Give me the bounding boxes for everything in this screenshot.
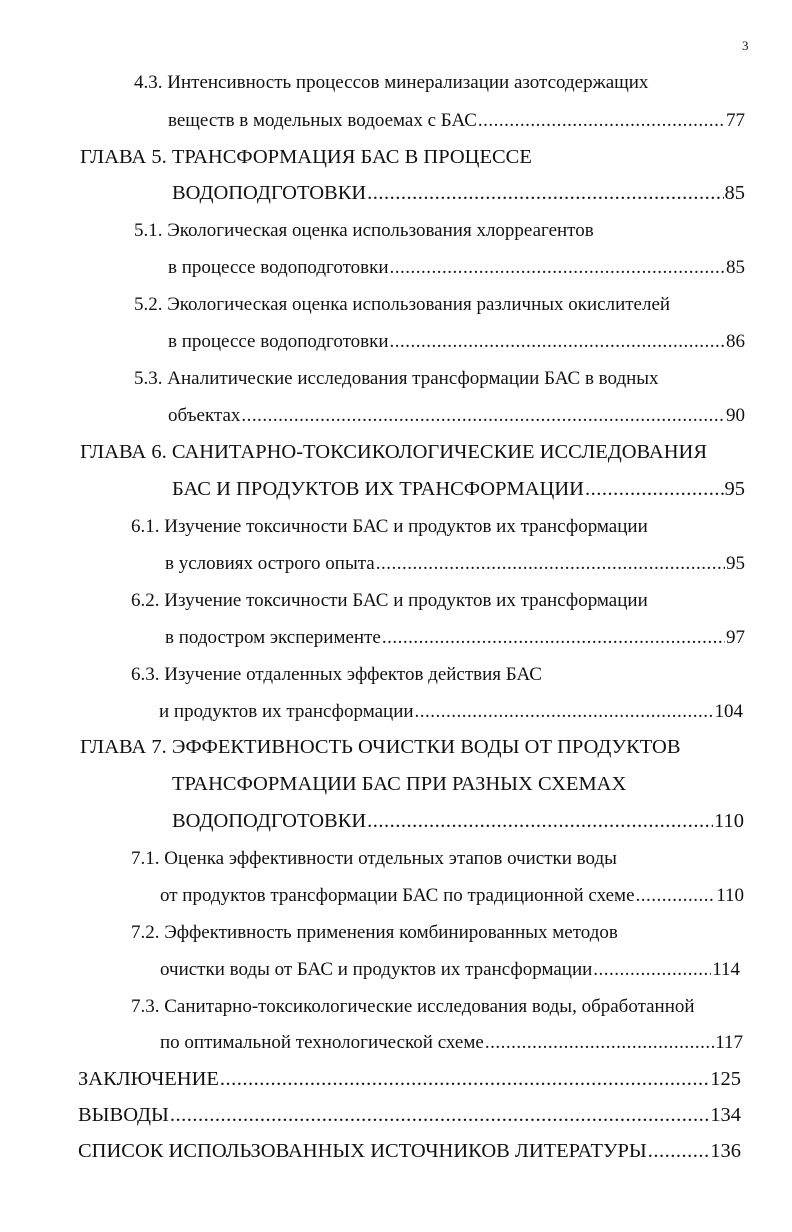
toc-entry-text: 5.2. Экологическая оценка использования различных окислителей: [134, 294, 671, 315]
toc-chapter-title: ТРАНСФОРМАЦИИ БАС ПРИ РАЗНЫХ СХЕМАХ: [172, 773, 627, 795]
toc-leader-dots: [382, 627, 725, 649]
toc-page-number: 134: [710, 1104, 741, 1126]
toc-entry-text: в условиях острого опыта: [165, 553, 375, 574]
toc-entry-text: по оптимальной технологической схеме: [160, 1032, 484, 1053]
toc-leader-dots: [478, 110, 725, 132]
toc-chapter-title: ВОДОПОДГОТОВКИ: [172, 810, 367, 832]
toc-leader-dots: [636, 885, 716, 907]
toc-chapter-title: ГЛАВА 6. САНИТАРНО-ТОКСИКОЛОГИЧЕСКИЕ ИССЛЕДОВАНИЯ: [80, 441, 708, 463]
toc-leader-dots: [415, 701, 714, 723]
toc-leader-dots: [241, 405, 725, 427]
toc-page-number: 77: [726, 110, 745, 131]
toc-entry-text: 6.2. Изучение токсичности БАС и продуктов их трансформации: [131, 590, 648, 611]
toc-entry-text: 5.1. Экологическая оценка использования хлорреагентов: [134, 220, 594, 241]
toc-leader-dots: [485, 1032, 714, 1054]
toc-leader-dots: [585, 478, 724, 501]
toc-leader-dots: [367, 182, 723, 205]
toc-entry-text: 6.1. Изучение токсичности БАС и продуктов их трансформации: [131, 516, 648, 537]
toc-leader-dots: [648, 1140, 709, 1163]
page-number: 3: [742, 38, 749, 53]
toc-page-number: 95: [726, 553, 745, 574]
toc-entry-text: 7.3. Санитарно-токсикологические исследования воды, обработанной: [131, 996, 695, 1017]
toc-section-title: СПИСОК ИСПОЛЬЗОВАННЫХ ИСТОЧНИКОВ ЛИТЕРАТУРЫ: [78, 1140, 647, 1162]
toc-page-number: 110: [716, 885, 744, 906]
toc-entry-text: в процессе водоподготовки: [168, 257, 389, 278]
toc-chapter-title: ГЛАВА 7. ЭФФЕКТИВНОСТЬ ОЧИСТКИ ВОДЫ ОТ ПРОДУКТОВ: [80, 736, 681, 758]
toc-page-number: 97: [726, 627, 745, 648]
toc-entry-text: от продуктов трансформации БАС по традиционной схеме: [160, 885, 635, 906]
toc-entry-text: 7.1. Оценка эффективности отдельных этапов очистки воды: [131, 848, 617, 869]
toc-entry-text: очистки воды от БАС и продуктов их трансформации: [160, 959, 593, 980]
toc-entry-text: веществ в модельных водоемах с БАС: [168, 110, 477, 131]
toc-leader-dots: [593, 959, 711, 981]
toc-page-number: 104: [714, 701, 743, 722]
toc-entry-text: в процессе водоподготовки: [168, 331, 389, 352]
toc-entry-text: 5.3. Аналитические исследования трансформации БАС в водных: [134, 368, 659, 389]
toc-page-number: 117: [715, 1032, 743, 1053]
toc-leader-dots: [390, 257, 726, 279]
toc-page-number: 90: [726, 405, 745, 426]
toc-entry-text: в подостром эксперименте: [165, 627, 381, 648]
toc-chapter-title: БАС И ПРОДУКТОВ ИХ ТРАНСФОРМАЦИИ: [172, 478, 584, 500]
toc-page-number: 85: [724, 182, 745, 204]
toc-conclusion[interactable]: [78, 1068, 741, 1091]
toc-leader-dots: [367, 810, 713, 833]
toc-entry-text: 6.3. Изучение отдаленных эффектов действия БАС: [131, 664, 542, 685]
toc-page-number: 86: [726, 331, 745, 352]
toc-page-number: 114: [712, 959, 740, 980]
toc-leader-dots: [376, 553, 725, 575]
toc-entry-text: объектах: [168, 405, 241, 426]
toc-findings[interactable]: [78, 1104, 741, 1127]
toc-entry-text: и продуктов их трансформации: [159, 701, 414, 722]
toc-section-title: ЗАКЛЮЧЕНИЕ: [78, 1068, 219, 1090]
toc-leader-dots: [170, 1104, 709, 1127]
toc-page-number: 136: [710, 1140, 741, 1162]
toc-references[interactable]: [78, 1140, 741, 1163]
toc-page-number: 95: [724, 478, 745, 500]
toc-page-number: 110: [714, 810, 744, 832]
toc-page-number: 125: [710, 1068, 741, 1090]
toc-chapter-title: ВОДОПОДГОТОВКИ: [172, 182, 367, 204]
toc-entry-text: 4.3. Интенсивность процессов минерализации азотсодержащих: [134, 72, 649, 93]
toc-page-number: 85: [726, 257, 745, 278]
toc-chapter-title: ГЛАВА 5. ТРАНСФОРМАЦИЯ БАС В ПРОЦЕССЕ: [80, 146, 532, 168]
toc-section-title: ВЫВОДЫ: [78, 1104, 169, 1126]
toc-leader-dots: [220, 1068, 709, 1091]
toc-entry-text: 7.2. Эффективность применения комбинированных методов: [131, 922, 618, 943]
toc-leader-dots: [390, 331, 726, 353]
